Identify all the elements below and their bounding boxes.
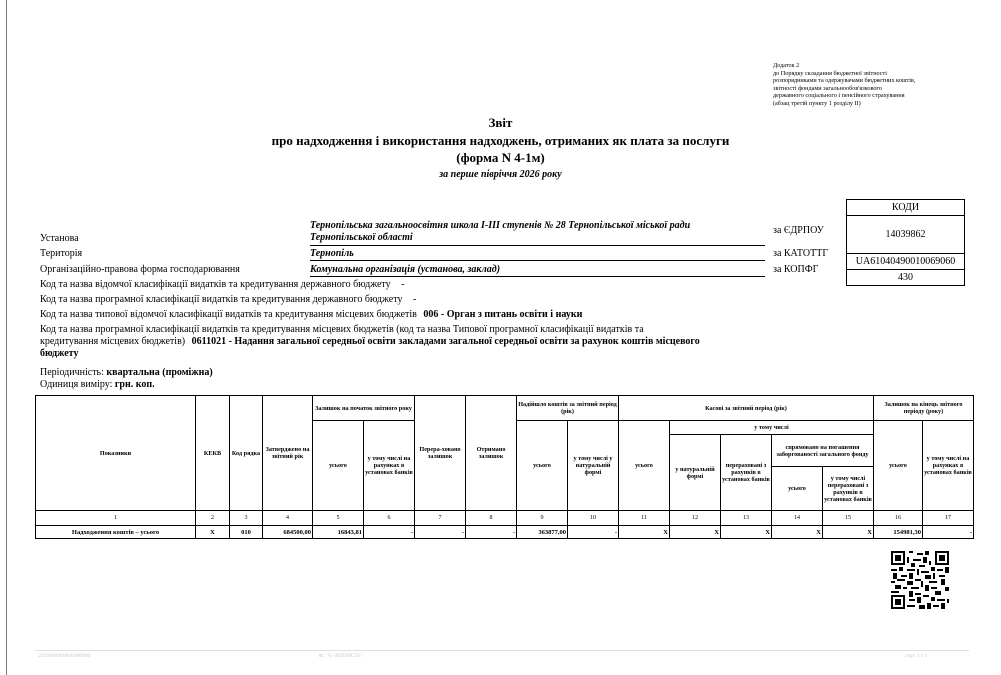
cell-debt-bank: X (823, 526, 874, 539)
cell-indicator: Надходження коштів – усього (36, 526, 196, 539)
annex-line: звітності фондами загальнообов'язкового (773, 84, 882, 92)
cell-be-bank: - (923, 526, 974, 539)
cell-cash-total: X (619, 526, 670, 539)
col-transferred: Перера-ховано залишок (415, 396, 466, 511)
annex-line: державного соціального і пенсійного страхування (773, 92, 905, 100)
col-number: 10 (568, 511, 619, 526)
institution-value: Тернопільська загальноосвітня школа І-ІІІ ступенів № 28 Тернопільської міської ради (310, 220, 691, 231)
col-cash-debt: спрямовано на погашення заборгованості загального фонду (772, 435, 874, 467)
col-be-bank: у тому числі на рахунках в установах банків (923, 421, 974, 511)
local-dept-class-line (40, 309, 582, 320)
dept-class-value: - (401, 279, 405, 290)
cell-approved: 684500,00 (263, 526, 313, 539)
col-number: 1 (36, 511, 196, 526)
institution-label: Установа (40, 233, 79, 244)
annex-line: розпорядниками та одержувачами бюджетних коштів, (773, 77, 916, 85)
katottg-label: за КАТОТТГ (773, 248, 829, 259)
annex-line: (абзац третій пункту 1 розділу II) (773, 99, 861, 107)
kopfg-label: за КОПФГ (773, 264, 819, 275)
dept-class-line (40, 279, 405, 290)
col-number: 12 (670, 511, 721, 526)
footer-line (35, 650, 969, 651)
col-number: 13 (721, 511, 772, 526)
unit-line (40, 379, 155, 390)
col-number: 2 (196, 511, 230, 526)
cell-kekv: X (196, 526, 230, 539)
periodicity-line (40, 367, 213, 378)
territory-underline (310, 260, 765, 261)
org-form-label: Організаційно-правова форма господарювання (40, 264, 240, 275)
col-number: 15 (823, 511, 874, 526)
codes-table (846, 199, 965, 286)
col-number: 4 (263, 511, 313, 526)
cell-rp-total: 363877,00 (517, 526, 568, 539)
col-number: 5 (313, 511, 364, 526)
col-bs-bank: у тому числі на рахунках в установах банків (364, 421, 415, 511)
col-kekv: КЕКВ (196, 396, 230, 511)
col-indicators: Показники (36, 396, 196, 511)
col-cash-incl: у тому числі (670, 421, 874, 435)
col-rp-natural: у тому числі у натуральній формі (568, 421, 619, 511)
unit-value: грн. коп. (114, 379, 155, 390)
cell-cash-transfer: X (721, 526, 772, 539)
col-number: 17 (923, 511, 974, 526)
col-balance-start: Залишок на початок звітного року (313, 396, 415, 421)
col-received-period: Надійшло коштів за звітний період (рік) (517, 396, 619, 421)
institution-underline (310, 245, 765, 246)
codes-header: КОДИ (847, 200, 965, 216)
report-table (35, 395, 974, 539)
col-bs-total: усього (313, 421, 364, 511)
prog-class-label: Код та назва програмної класифікації видатків та кредитування державного бюджету (40, 294, 403, 305)
cell-rp-natural: - (568, 526, 619, 539)
col-number: 16 (874, 511, 923, 526)
dept-class-label: Код та назва відомчої класифікації видатків та кредитування державного бюджету (40, 279, 391, 290)
col-number: 6 (364, 511, 415, 526)
table-row (36, 526, 974, 539)
col-number: 9 (517, 511, 568, 526)
col-row-code: Код рядка (230, 396, 263, 511)
unit-label: Одиниця виміру: (40, 379, 113, 390)
edrpou-label: за ЄДРПОУ (773, 225, 824, 236)
report-subtitle: про надходження і використання надходжень, отриманих як плата за послуги (271, 133, 730, 148)
cell-cash-natural: X (670, 526, 721, 539)
col-cash-total: усього (619, 421, 670, 511)
col-approved: Затверджено на звітний рік (263, 396, 313, 511)
cell-transferred: - (415, 526, 466, 539)
col-balance-end: Залишок на кінець звітного періоду (року) (874, 396, 974, 421)
cell-be-total: 154981,30 (874, 526, 923, 539)
annex-note (773, 62, 973, 108)
org-form-underline (310, 276, 765, 277)
edrpou-code: 14039862 (847, 216, 965, 254)
local-prog-class-label-cont: кредитування місцевих бюджетів) (40, 336, 186, 347)
territory-value: Тернопіль (310, 248, 354, 259)
territory-label: Територія (40, 248, 83, 259)
qr-code-icon (891, 551, 949, 609)
col-cash-natural: у натуральній формі (670, 435, 721, 511)
local-prog-class-label: Код та назва програмної класифікації видатків та кредитування місцевих бюджетів (код та назва Типової програмної класифікації видатків та (40, 324, 644, 335)
cell-bs-total: 16843,81 (313, 526, 364, 539)
col-rp-total: усього (517, 421, 568, 511)
cell-row-code: 010 (230, 526, 263, 539)
katottg-code: UA61040490010069060 (847, 254, 965, 270)
footer-system: АС "Є-ЗВІТНІСТЬ" (318, 653, 364, 659)
local-prog-class-value-cont: бюджету (40, 348, 79, 359)
annex-line: до Порядку складання бюджетної звітності (773, 69, 887, 77)
local-dept-class-value: 006 - Орган з питань освіти і науки (423, 309, 583, 320)
local-prog-class-value: 0611021 - Надання загальної середньої освіти закладами загальної середньої освіти за рахунок коштів місцевого (191, 336, 700, 347)
cell-received-balance: - (466, 526, 517, 539)
col-number: 14 (772, 511, 823, 526)
col-cash-transfer: перерахованi з рахунків в установах банків (721, 435, 772, 511)
periodicity-value: квартальна (проміжна) (106, 367, 213, 378)
prog-class-value: - (412, 294, 417, 305)
report-form-number: (форма N 4-1м) (456, 150, 545, 165)
cell-debt-total: X (772, 526, 823, 539)
col-number: 8 (466, 511, 517, 526)
local-dept-class-label: Код та назва типової відомчої класифікації видатків та кредитування місцевих бюджетів (40, 309, 417, 320)
cell-bs-bank: - (364, 526, 415, 539)
col-debt-bank: у тому числі перераховані з рахунків в установах банків (823, 467, 874, 511)
col-cash: Касові за звітний період (рік) (619, 396, 874, 421)
col-number: 7 (415, 511, 466, 526)
report-title: Звіт (488, 115, 513, 130)
periodicity-label: Періодичність: (40, 367, 104, 378)
footer-doc-id: 2026000000000000000 (38, 653, 91, 659)
kopfg-code: 430 (847, 270, 965, 286)
local-prog-class-line (40, 336, 700, 347)
col-received-balance: Отримано залишок (466, 396, 517, 511)
annex-line: Додаток 2 (773, 62, 800, 69)
col-number: 11 (619, 511, 670, 526)
col-debt-total: усього (772, 467, 823, 511)
footer-page: стр. 1 з 1 (905, 653, 928, 659)
col-be-total: усього (874, 421, 923, 511)
page-edge-line (6, 0, 7, 675)
report-period: за перше півріччя 2026 року (439, 169, 562, 180)
org-form-value: Комунальна організація (установа, заклад) (310, 264, 501, 275)
col-number: 3 (230, 511, 263, 526)
prog-class-line (40, 294, 416, 305)
institution-value-cont: Тернопільської області (310, 232, 413, 243)
